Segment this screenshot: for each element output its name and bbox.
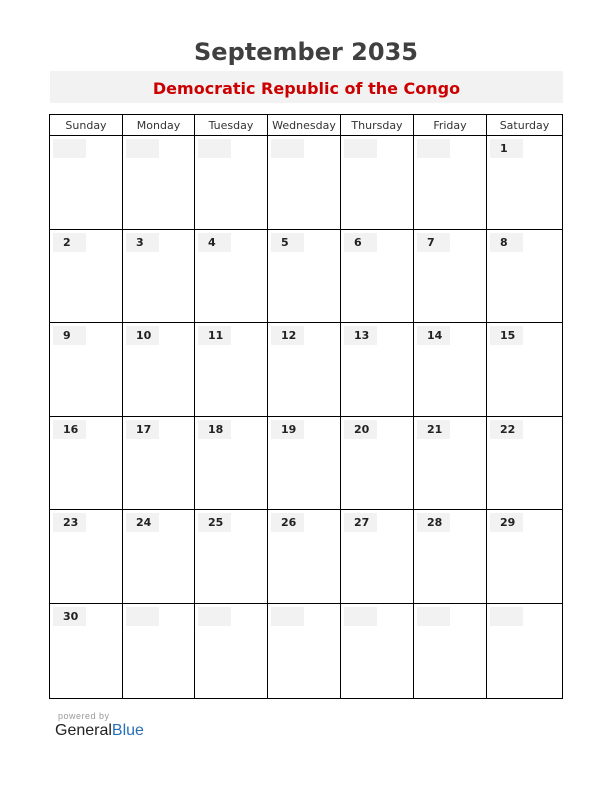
day-cell[interactable] [268,230,341,324]
day-number [344,139,377,158]
day-number: 4 [198,233,231,252]
day-number: 3 [126,233,159,252]
day-cell[interactable] [195,417,268,511]
day-number: 21 [417,420,450,439]
day-number: 11 [198,326,231,345]
day-cell[interactable] [268,604,341,698]
day-number: 28 [417,513,450,532]
day-cell[interactable] [487,510,562,604]
powered-by-label: powered by [58,711,110,721]
day-number: 12 [271,326,304,345]
day-cell[interactable] [123,510,195,604]
day-number [126,607,159,626]
day-cell[interactable] [414,417,487,511]
day-cell[interactable] [123,230,195,324]
day-number: 5 [271,233,304,252]
day-cell[interactable] [268,510,341,604]
day-number [126,139,159,158]
day-number: 27 [344,513,377,532]
day-cell[interactable] [487,230,562,324]
day-number: 22 [490,420,523,439]
day-cell[interactable] [268,136,341,230]
weekday-header: Saturday [487,115,562,136]
day-cell[interactable] [195,510,268,604]
brand-blue-text: Blue [111,722,144,739]
page-title: September 2035 [194,38,418,66]
day-number: 16 [53,420,86,439]
calendar-grid [49,114,563,699]
day-cell[interactable] [341,604,414,698]
day-cell[interactable] [487,417,562,511]
brand-general-text: General [55,722,112,739]
day-number [198,139,231,158]
day-cell[interactable] [268,323,341,417]
weekday-header: Monday [123,115,195,136]
day-number: 13 [344,326,377,345]
day-number [53,139,86,158]
day-number [490,607,523,626]
day-number: 15 [490,326,523,345]
day-cell[interactable] [268,417,341,511]
day-number: 24 [126,513,159,532]
day-cell[interactable] [487,323,562,417]
day-cell[interactable] [414,323,487,417]
day-number: 20 [344,420,377,439]
day-number: 9 [53,326,86,345]
brand-logo[interactable] [55,722,144,740]
day-number: 19 [271,420,304,439]
day-cell[interactable] [195,230,268,324]
weekday-header: Friday [414,115,487,136]
weekday-header: Tuesday [195,115,268,136]
day-number [271,139,304,158]
day-number [417,139,450,158]
day-cell[interactable] [414,230,487,324]
day-number [271,607,304,626]
day-cell[interactable] [414,136,487,230]
day-number: 17 [126,420,159,439]
day-number [198,607,231,626]
day-cell[interactable] [50,136,123,230]
day-cell[interactable] [414,510,487,604]
day-cell[interactable] [123,323,195,417]
day-cell[interactable] [341,417,414,511]
day-cell[interactable] [50,604,123,698]
weekday-header: Thursday [341,115,414,136]
day-cell[interactable] [50,510,123,604]
day-cell[interactable] [487,604,562,698]
day-cell[interactable] [195,323,268,417]
day-number: 14 [417,326,450,345]
day-number [417,607,450,626]
day-number: 8 [490,233,523,252]
day-cell[interactable] [195,604,268,698]
day-number: 26 [271,513,304,532]
day-number: 10 [126,326,159,345]
day-number: 23 [53,513,86,532]
day-number: 29 [490,513,523,532]
day-cell[interactable] [414,604,487,698]
day-cell[interactable] [50,323,123,417]
day-cell[interactable] [341,510,414,604]
day-cell[interactable] [50,230,123,324]
weekday-header: Wednesday [268,115,341,136]
day-cell[interactable] [195,136,268,230]
day-cell[interactable] [341,136,414,230]
day-number: 6 [344,233,377,252]
country-name: Democratic Republic of the Congo [152,79,461,98]
day-cell[interactable] [341,230,414,324]
day-cell[interactable] [341,323,414,417]
day-number: 7 [417,233,450,252]
day-cell[interactable] [123,604,195,698]
day-number: 25 [198,513,231,532]
day-number: 2 [53,233,86,252]
country-banner [50,71,563,103]
day-cell[interactable] [487,136,562,230]
day-number [344,607,377,626]
day-cell[interactable] [123,417,195,511]
day-number: 1 [490,139,523,158]
weekday-header: Sunday [50,115,123,136]
day-cell[interactable] [50,417,123,511]
day-number: 30 [53,607,86,626]
day-number: 18 [198,420,231,439]
day-cell[interactable] [123,136,195,230]
